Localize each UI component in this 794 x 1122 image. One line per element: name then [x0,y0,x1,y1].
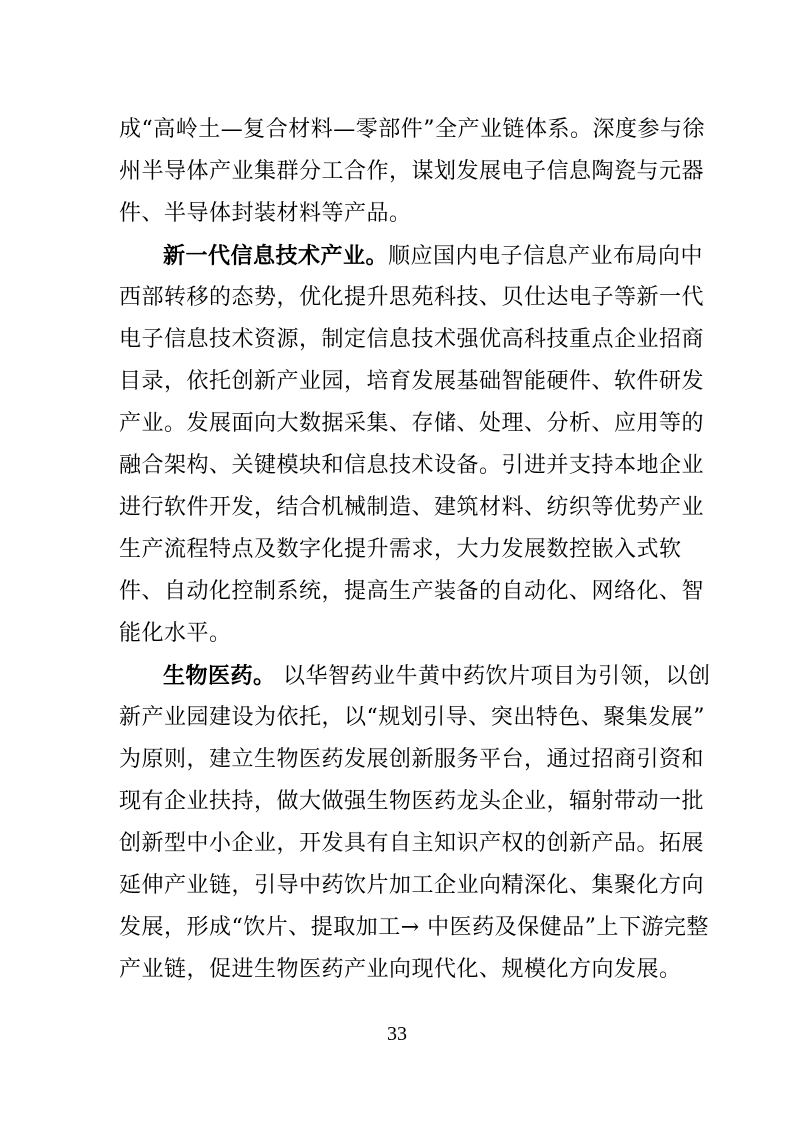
text-span: 以华智药业牛黄中药饮片项目为引领，以创 [275,664,711,689]
text-line: 现有企业扶持，做大做强生物医药龙头企业，辐射带动一批 [119,789,705,814]
text-line: 件、半导体封装材料等产品。 [119,201,412,226]
text-line: 能化水平。 [119,621,232,646]
text-line: 州半导体产业集群分工合作，谋划发展电子信息陶瓷与元器 [119,159,705,184]
text-line: 延伸产业链，引导中药饮片加工企业向精深化、集聚化方向 [119,873,705,898]
text-line: 融合架构、关键模块和信息技术设备。引进并支持本地企业 [119,453,705,478]
text-line: 成“高岭土—复合材料—零部件”全产业链体系。深度参与徐 [119,117,705,142]
text-line: 产业。发展面向大数据采集、存储、处理、分析、应用等的 [119,411,705,436]
text-line: 电子信息技术资源，制定信息技术强优高科技重点企业招商 [119,327,705,352]
text-line: 生产流程特点及数字化提升需求，大力发展数控嵌入式软 [119,537,682,562]
text-span: 顺应国内电子信息产业布局向中 [388,244,704,269]
section-heading-biomedicine: 生物医药。 [163,663,276,689]
text-line: 西部转移的态势，优化提升思苑科技、贝仕达电子等新一代 [119,285,705,310]
text-line: 发展，形成“饮片、提取加工→ 中医药及保健品”上下游完整 [119,915,709,940]
paragraph-first-line [163,661,711,691]
text-line: 件、自动化控制系统，提高生产装备的自动化、网络化、智 [119,579,705,604]
page-number: 33 [387,1023,407,1045]
paragraph-first-line [163,241,704,271]
text-line: 产业链，促进生物医药产业向现代化、规模化方向发展。 [119,957,682,982]
section-heading-it-industry: 新一代信息技术产业。 [163,243,389,269]
text-line: 目录，依托创新产业园，培育发展基础智能硬件、软件研发 [119,369,705,394]
text-line: 进行软件开发，结合机械制造、建筑材料、纺织等优势产业 [119,495,705,520]
text-line: 创新型中小企业，开发具有自主知识产权的创新产品。拓展 [119,831,705,856]
text-line: 新产业园建设为依托，以“规划引导、突出特色、聚集发展” [119,705,705,730]
text-line: 为原则，建立生物医药发展创新服务平台，通过招商引资和 [119,747,705,772]
